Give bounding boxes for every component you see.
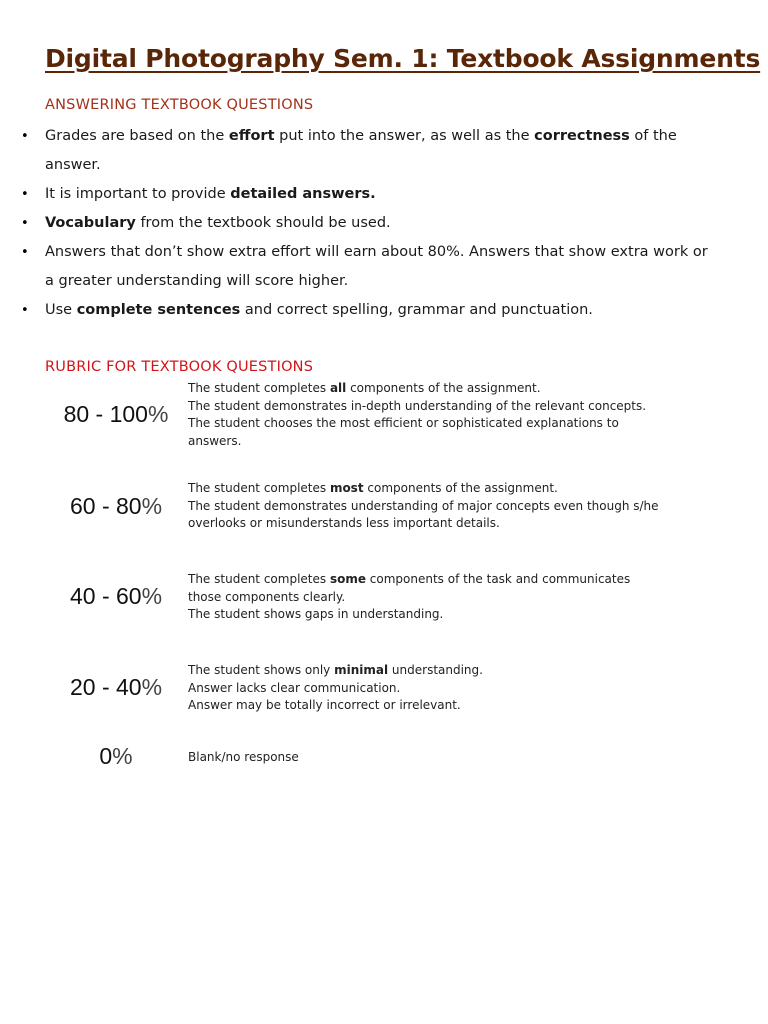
list-item: • Answers that don’t show extra effort will earn about 80%. Answers that show extra work or a greater understanding will score higher. bbox=[0, 238, 720, 296]
rubric-description: The student shows only minimal understanding. Answer lacks clear communication. Answer may be totally incorrect or irrelevant. bbox=[188, 663, 483, 712]
score-range: 80 - 100% bbox=[63, 401, 169, 427]
rubric-description: The student completes most components of the assignment. The student demonstrates understanding of major concepts even though s/he overlooks or misunderstands less important details. bbox=[188, 481, 659, 530]
list-item: • Use complete sentences and correct spelling, grammar and punctuation. bbox=[0, 296, 720, 325]
page-title: Digital Photography Sem. 1: Textbook Assignments bbox=[45, 44, 761, 73]
list-item: • Vocabulary from the textbook should be used. bbox=[0, 209, 720, 238]
rubric-description: The student completes some components of the task and communicates those components clearly. The student shows gaps in understanding. bbox=[188, 572, 631, 621]
rubric-heading: RUBRIC FOR TEXTBOOK QUESTIONS bbox=[45, 359, 314, 375]
bullet-icon: • bbox=[21, 245, 29, 260]
rubric-description: Blank/no response bbox=[188, 750, 299, 764]
score-range: 0% bbox=[99, 743, 133, 769]
list-item: • Grades are based on the effort put into the answer, as well as the correctness of the answer. bbox=[0, 122, 720, 180]
bullet-icon: • bbox=[21, 303, 29, 318]
bullet-icon: • bbox=[21, 187, 29, 202]
list-item: • It is important to provide detailed answers. bbox=[0, 180, 720, 209]
guidelines-list bbox=[0, 122, 720, 325]
score-range: 40 - 60% bbox=[69, 583, 163, 609]
rubric-description: The student completes all components of the assignment. The student demonstrates in-depth understanding of the relevant concepts. The student chooses the most efficient or sophisticated explanations to answers. bbox=[188, 381, 647, 448]
answering-heading: ANSWERING TEXTBOOK QUESTIONS bbox=[45, 97, 314, 113]
score-range: 60 - 80% bbox=[69, 493, 163, 519]
bullet-icon: • bbox=[21, 216, 29, 231]
score-range: 20 - 40% bbox=[69, 674, 163, 700]
bullet-icon: • bbox=[21, 129, 29, 144]
